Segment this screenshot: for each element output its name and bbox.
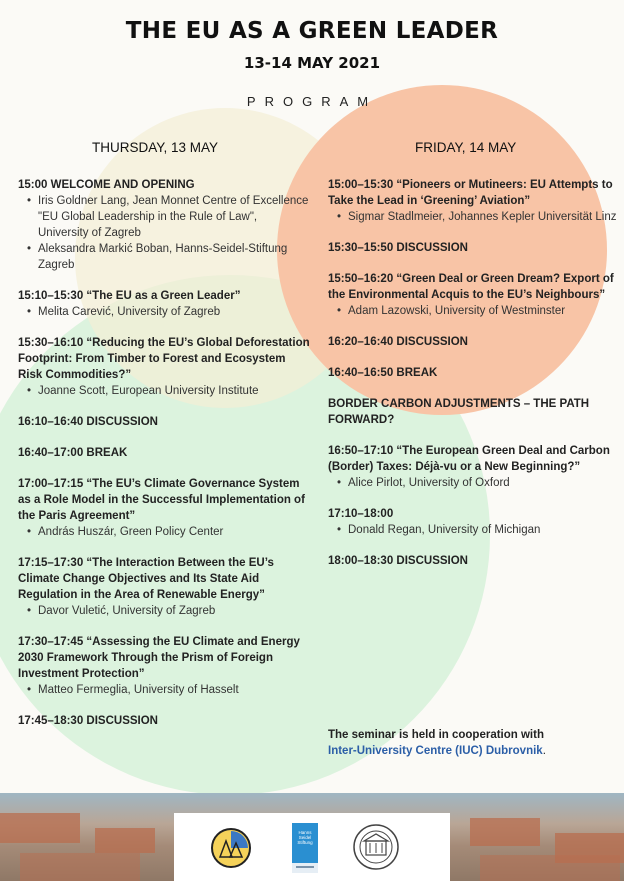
program-label: PROGRAM <box>246 94 378 109</box>
speaker-entry: • Sigmar Stadlmeier, Johannes Kepler Universität Linz <box>328 209 618 225</box>
cooperation-note <box>328 727 608 759</box>
session-title: BORDER CARBON ADJUSTMENTS – THE PATH FORWARD? <box>328 398 590 426</box>
speaker-entry: • Alice Pirlot, University of Oxford <box>328 475 618 491</box>
session-title: 16:40–16:50 BREAK <box>328 367 438 379</box>
session-title: 17:30–17:45 “Assessing the EU Climate and Energy 2030 Framework Through the Prism of Foreign Investment Protection” <box>18 636 300 680</box>
thursday-column <box>18 177 310 744</box>
session-title: 16:50–17:10 “The European Green Deal and Carbon (Border) Taxes: Déjà-vu or a New Beginning?” <box>328 445 610 473</box>
session-item <box>328 396 618 428</box>
session-item <box>18 713 310 729</box>
session-item <box>18 177 310 273</box>
session-item <box>18 445 310 461</box>
speaker-entry: • Joanne Scott, European University Institute <box>18 383 310 399</box>
session-item <box>18 634 310 698</box>
session-title: 15:10–15:30 “The EU as a Green Leader” <box>18 290 241 302</box>
session-item <box>328 553 618 569</box>
speaker-entry: • Melita Carević, University of Zagreb <box>18 304 310 320</box>
session-title: 17:00–17:15 “The EU’s Climate Governance System as a Role Model in the Successful Implementation of the Paris Agreement” <box>18 478 305 522</box>
session-title: 16:40–17:00 BREAK <box>18 447 128 459</box>
jean-monnet-logo <box>210 827 252 869</box>
speaker-entry: • Davor Vuletić, University of Zagreb <box>18 603 310 619</box>
session-item <box>328 443 618 491</box>
session-item <box>328 334 618 350</box>
session-title: 17:45–18:30 DISCUSSION <box>18 715 158 727</box>
friday-column <box>328 177 618 584</box>
event-dates: 13-14 MAY 2021 <box>243 54 381 72</box>
iuc-link[interactable]: Inter-University Centre (IUC) Dubrovnik <box>328 745 543 757</box>
session-title: 16:20–16:40 DISCUSSION <box>328 336 468 348</box>
session-title: 15:30–16:10 “Reducing the EU’s Global Deforestation Footprint: From Timber to Forest and Ecosystem Risk Commodities?” <box>18 337 310 381</box>
session-item <box>328 506 618 538</box>
session-title: 18:00–18:30 DISCUSSION <box>328 555 468 567</box>
speaker-entry: • Donald Regan, University of Michigan <box>328 522 618 538</box>
session-title: 15:30–15:50 DISCUSSION <box>328 242 468 254</box>
session-title: 15:50–16:20 “Green Deal or Green Dream? Export of the Environmental Acquis to the EU’s Neighbours” <box>328 273 614 301</box>
session-title: 15:00 WELCOME AND OPENING <box>18 179 195 191</box>
session-item <box>18 476 310 540</box>
cooperation-note-period: . <box>542 745 546 757</box>
session-item <box>18 288 310 320</box>
university-of-zagreb-seal <box>352 823 400 871</box>
friday-heading: FRIDAY, 14 MAY <box>415 140 517 155</box>
partner-logos <box>174 813 450 881</box>
cooperation-note-line1: The seminar is held in cooperation with <box>328 729 544 741</box>
speaker-entry: • Adam Lazowski, University of Westminster <box>328 303 618 319</box>
session-item <box>328 271 618 319</box>
session-item <box>328 365 618 381</box>
speaker-entry: • Aleksandra Markić Boban, Hanns-Seidel-Stiftung Zagreb <box>18 241 310 273</box>
speaker-entry: • András Huszár, Green Policy Center <box>18 524 310 540</box>
session-item <box>18 555 310 619</box>
session-title: 17:15–17:30 “The Interaction Between the EU’s Climate Change Objectives and Its State Aid Regulation in the Area of Renewable Energy” <box>18 557 274 601</box>
session-title: 17:10–18:00 <box>328 508 394 520</box>
session-title: 16:10–16:40 DISCUSSION <box>18 416 158 428</box>
session-item <box>18 335 310 399</box>
speaker-entry: • Matteo Fermeglia, University of Hasselt <box>18 682 310 698</box>
session-item <box>328 177 618 225</box>
page-title: THE EU AS A GREEN LEADER <box>125 18 499 44</box>
speaker-entry: • Iris Goldner Lang, Jean Monnet Centre of Excellence "EU Global Leadership in the Rule of Law", University of Zagreb <box>18 193 310 241</box>
session-item <box>18 414 310 430</box>
hanns-seidel-stiftung-logo: Hanns Seidel Stiftung <box>292 823 318 873</box>
thursday-heading: THURSDAY, 13 MAY <box>92 140 219 155</box>
session-title: 15:00–15:30 “Pioneers or Mutineers: EU Attempts to Take the Lead in ‘Greening’ Aviation” <box>328 179 613 207</box>
session-item <box>328 240 618 256</box>
